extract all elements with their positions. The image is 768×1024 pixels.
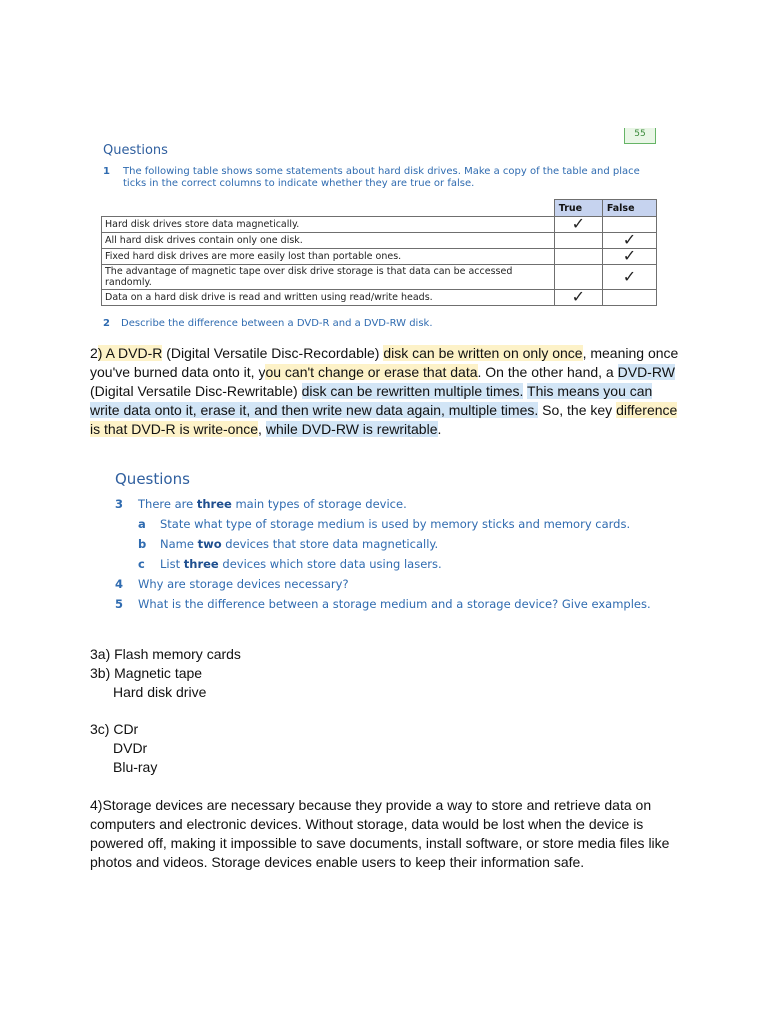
question-3a-letter: a [138, 517, 146, 531]
answer-2-part: (Digital Versatile Disc-Rewritable) [90, 383, 302, 399]
false-cell [602, 290, 656, 306]
answer-2-highlight: disk can be rewritten multiple times. [301, 383, 524, 399]
question-3c-text-bold: three [183, 557, 219, 571]
table-row [102, 217, 657, 233]
answer-2-paragraph [90, 344, 682, 439]
check-icon: ✓ [622, 246, 637, 265]
answer-3c-line-2: DVDr [113, 740, 148, 756]
question-3b-text-post: devices that store data magnetically. [221, 537, 439, 551]
questions-heading-2: Questions [115, 470, 190, 488]
question-3-text-pre: There are [138, 497, 197, 511]
question-2 [103, 318, 433, 329]
table-header-false: False [602, 200, 656, 217]
table-statement: Hard disk drives store data magnetically. [102, 217, 555, 233]
question-3b-text-bold: two [197, 537, 222, 551]
check-icon: ✓ [571, 287, 585, 306]
true-cell [554, 287, 602, 306]
table-row [102, 249, 657, 265]
answer-3b-line-2: Hard disk drive [113, 684, 207, 700]
true-cell [554, 233, 602, 249]
question-3b-text [160, 537, 438, 551]
check-icon: ✓ [622, 230, 637, 249]
answer-2-part: So, the key [538, 402, 617, 418]
true-cell [554, 265, 602, 290]
answer-3c-line-3: Blu-ray [113, 759, 158, 775]
table-statement: The advantage of magnetic tape over disk drive storage is that data can be accessed randomly. [102, 265, 555, 290]
answer-2-highlight: while DVD-RW is rewritable [265, 421, 438, 437]
question-4-number: 4 [115, 577, 124, 591]
table-row [102, 265, 657, 290]
answer-2-part: . On the other hand, a [477, 364, 618, 380]
question-3b-letter: b [138, 537, 147, 551]
table-row [102, 233, 657, 249]
false-cell [602, 265, 656, 290]
answer-2-part: , meaning once you've burned data onto it, y [90, 345, 679, 380]
question-1 [103, 166, 663, 190]
answer-2-part: , [258, 421, 266, 437]
answer-2-highlight: difference is that DVD-R is write-once [90, 402, 678, 437]
questions-3-5-block [115, 497, 675, 617]
table-statement: Fixed hard disk drives are more easily lost than portable ones. [102, 249, 555, 265]
answer-3c: 3c) CDr [90, 721, 139, 737]
answer-2-highlight: disk can be written on only once [383, 345, 583, 361]
question-2-number: 2 [103, 318, 110, 329]
false-cell [602, 246, 656, 265]
table-statement: All hard disk drives contain only one disk. [102, 233, 555, 249]
question-3-text-bold: three [196, 497, 232, 511]
question-4-text: Why are storage devices necessary? [138, 577, 349, 591]
question-3a-text: State what type of storage medium is used by memory sticks and memory cards. [160, 517, 631, 531]
answer-2-highlight: DVD-RW [617, 364, 675, 380]
question-3c-text [160, 557, 442, 571]
question-1-text: The following table shows some statements about hard disk drives. Make a copy of the table and place ticks in the correct columns to indicate whether they are true or false. [123, 166, 640, 189]
question-3c-letter: c [138, 557, 145, 571]
answer-2-part: 2 [90, 345, 98, 361]
question-5-text: What is the difference between a storage medium and a storage device? Give examples. [138, 597, 651, 611]
question-3-text-post: main types of storage device. [231, 497, 407, 511]
true-false-table [101, 199, 657, 306]
check-icon: ✓ [622, 266, 637, 286]
question-1-number: 1 [103, 166, 110, 177]
answer-3b: 3b) Magnetic tape [90, 665, 203, 681]
table-header-true: True [554, 200, 602, 217]
question-2-text: Describe the difference between a DVD-R and a DVD-RW disk. [121, 318, 433, 329]
table-header-blank [102, 200, 555, 217]
answer-2-highlight: ou can't change or erase that data [265, 364, 478, 380]
answer-3a: 3a) Flash memory cards [90, 646, 241, 662]
question-5-number: 5 [115, 597, 124, 611]
question-3c-text-post: devices which store data using lasers. [218, 557, 442, 571]
true-cell [554, 249, 602, 265]
answer-2-highlight: This means you can write data onto it, erase it, and then write new data again, multiple times. [90, 383, 653, 418]
question-3-number: 3 [115, 497, 124, 511]
answer-4: 4)Storage devices are necessary because they provide a way to store and retrieve data on computers and electronic devices. Without storage, data would be lost when the device is powered off, making it impossible to save documents, install software, or store media files like photos and videos. Storage devices enable users to keep their information safe. [90, 797, 670, 870]
question-3-text [138, 497, 407, 511]
check-icon: ✓ [571, 214, 585, 233]
answer-2-part: . [437, 421, 442, 437]
answer-2-highlight: ) A DVD-R [97, 345, 163, 361]
page-number-badge: 55 [624, 128, 656, 144]
table-statement: Data on a hard disk drive is read and written using read/write heads. [102, 290, 555, 306]
answer-2-part: (Digital Versatile Disc-Recordable) [162, 345, 384, 361]
true-cell [554, 214, 602, 233]
questions-heading: Questions [103, 143, 168, 158]
question-3c-text-pre: List [160, 557, 184, 571]
question-3b-text-pre: Name [160, 537, 198, 551]
table-row [102, 290, 657, 306]
